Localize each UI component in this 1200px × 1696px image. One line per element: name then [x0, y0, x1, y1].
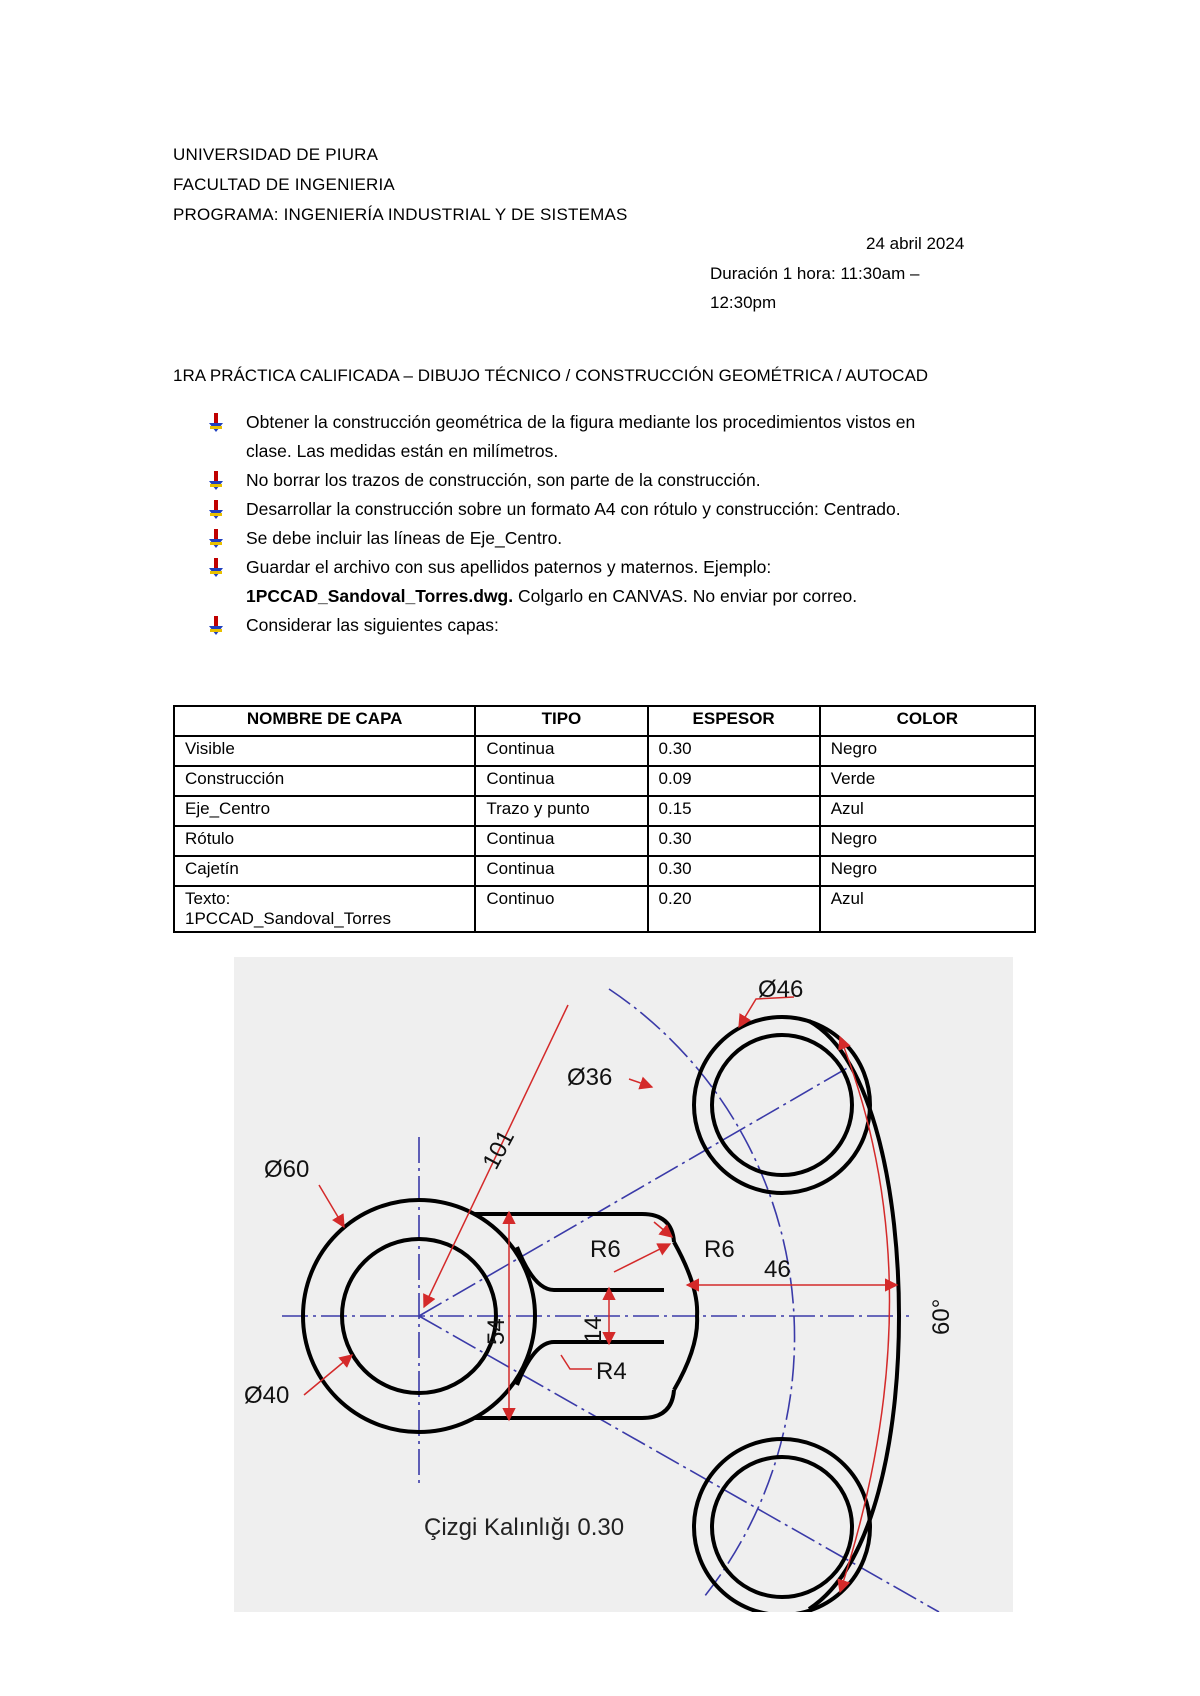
table-row	[174, 886, 1035, 932]
dim-14: 14	[580, 1316, 607, 1343]
table-cell: Continua	[475, 736, 647, 766]
col-header-type: TIPO	[475, 706, 647, 736]
table-row	[174, 796, 1035, 826]
dim-r4: R4	[596, 1358, 627, 1385]
table-cell: Construcción	[174, 766, 475, 796]
col-header-thickness: ESPESOR	[648, 706, 820, 736]
table-cell: Rótulo	[174, 826, 475, 856]
cell-text-extra: 1PCCAD_Sandoval_Torres	[185, 909, 391, 928]
drawing-svg	[234, 957, 1013, 1612]
table-row	[174, 826, 1035, 856]
arrow-bullet-icon	[208, 471, 224, 491]
table-cell: Negro	[820, 856, 1035, 886]
table-row	[174, 856, 1035, 886]
program-name: PROGRAMA: INGENIERÍA INDUSTRIAL Y DE SISTEMAS	[173, 205, 628, 224]
table-header-row	[174, 706, 1035, 736]
col-header-color: COLOR	[820, 706, 1035, 736]
dim-d40: Ø40	[244, 1382, 290, 1409]
dim-d36: Ø36	[567, 1064, 613, 1091]
table-cell: Cajetín	[174, 856, 475, 886]
table-cell: Negro	[820, 736, 1035, 766]
arrow-bullet-icon	[208, 529, 224, 549]
table-cell: 0.30	[648, 736, 820, 766]
figure-caption: Çizgi Kalınlığı 0.30	[424, 1514, 625, 1541]
example-filename: 1PCCAD_Sandoval_Torres.dwg.	[246, 586, 514, 606]
dim-54: 54	[483, 1318, 510, 1345]
top-outer-circle	[694, 1017, 870, 1193]
practice-title: 1RA PRÁCTICA CALIFICADA – DIBUJO TÉCNICO / CONSTRUCCIÓN GEOMÉTRICA / AUTOCAD	[173, 366, 929, 385]
table-cell: 0.15	[648, 796, 820, 826]
bullet-text-line1: Se debe incluir las líneas de Eje_Centro.	[246, 528, 563, 548]
table-cell: Negro	[820, 826, 1035, 856]
table-cell: Visible	[174, 736, 475, 766]
table-cell: Continua	[475, 766, 647, 796]
dim-d46: Ø46	[758, 976, 804, 1003]
angle-60-arc	[840, 1037, 890, 1592]
table-row	[174, 736, 1035, 766]
bullet-text-line1: Guardar el archivo con sus apellidos paternos y maternos. Ejemplo:	[246, 557, 772, 577]
table-cell: Azul	[820, 796, 1035, 826]
instruction-list	[208, 408, 1038, 640]
leader-r6-left	[614, 1244, 670, 1272]
table-cell: 0.20	[648, 886, 820, 932]
table-cell: Verde	[820, 766, 1035, 796]
list-item	[208, 495, 1038, 524]
list-item	[208, 611, 1038, 640]
dim-60-deg: 60°	[928, 1298, 955, 1335]
technical-drawing	[234, 957, 1013, 1612]
bullet-text-line1: Obtener la construcción geométrica de la figura mediante los procedimientos vistos en	[246, 412, 916, 432]
table-cell: Continua	[475, 826, 647, 856]
table-cell: Continuo	[475, 886, 647, 932]
table-row	[174, 766, 1035, 796]
bottom-outer-circle	[694, 1439, 870, 1612]
table-cell: Eje_Centro	[174, 796, 475, 826]
exam-duration-line2: 12:30pm	[710, 293, 777, 312]
cell-text: Texto:	[185, 889, 231, 908]
list-item	[208, 408, 1038, 466]
arrow-bullet-icon	[208, 616, 224, 636]
table-cell	[174, 886, 475, 932]
table-cell: Trazo y punto	[475, 796, 647, 826]
table-cell: 0.09	[648, 766, 820, 796]
outer-connecting-arc	[809, 1021, 899, 1609]
leader-d60	[319, 1185, 344, 1227]
list-item	[208, 553, 1038, 611]
arrow-bullet-icon	[208, 500, 224, 520]
exam-date: 24 abril 2024	[866, 234, 965, 253]
bullet-text-line1: No borrar los trazos de construcción, son parte de la construcción.	[246, 470, 761, 490]
bottom-inner-circle	[712, 1457, 852, 1597]
dim-r6-right: R6	[704, 1236, 735, 1263]
university-name: UNIVERSIDAD DE PIURA	[173, 145, 379, 164]
slot-lower-edge	[517, 1342, 664, 1385]
exam-duration-line1: Duración 1 hora: 11:30am –	[710, 264, 920, 283]
dim-r6-left: R6	[590, 1236, 621, 1263]
table-cell: 0.30	[648, 826, 820, 856]
leader-d36	[629, 1079, 652, 1087]
list-item	[208, 466, 1038, 495]
bullet-text-line1: Considerar las siguientes capas:	[246, 615, 499, 635]
col-header-name: NOMBRE DE CAPA	[174, 706, 475, 736]
top-inner-circle	[712, 1035, 852, 1175]
faculty-name: FACULTAD DE INGENIERIA	[173, 175, 395, 194]
dim-101: 101	[477, 1125, 521, 1174]
bullet-text-line2: Colgarlo en CANVAS. No enviar por correo.	[513, 586, 858, 606]
pitch-arc	[609, 989, 795, 1597]
table-cell: Continua	[475, 856, 647, 886]
list-item	[208, 524, 1038, 553]
table-cell: Azul	[820, 886, 1035, 932]
bullet-text-line1: Desarrollar la construcción sobre un formato A4 con rótulo y construcción: Centrado.	[246, 499, 901, 519]
arrow-bullet-icon	[208, 558, 224, 578]
layers-table	[173, 705, 1036, 933]
arrow-bullet-icon	[208, 413, 224, 433]
dim-46: 46	[764, 1256, 791, 1283]
table-cell: 0.30	[648, 856, 820, 886]
bullet-text-line2: clase. Las medidas están en milímetros.	[246, 441, 559, 461]
leader-r4	[561, 1355, 592, 1369]
dim-d60: Ø60	[264, 1156, 310, 1183]
